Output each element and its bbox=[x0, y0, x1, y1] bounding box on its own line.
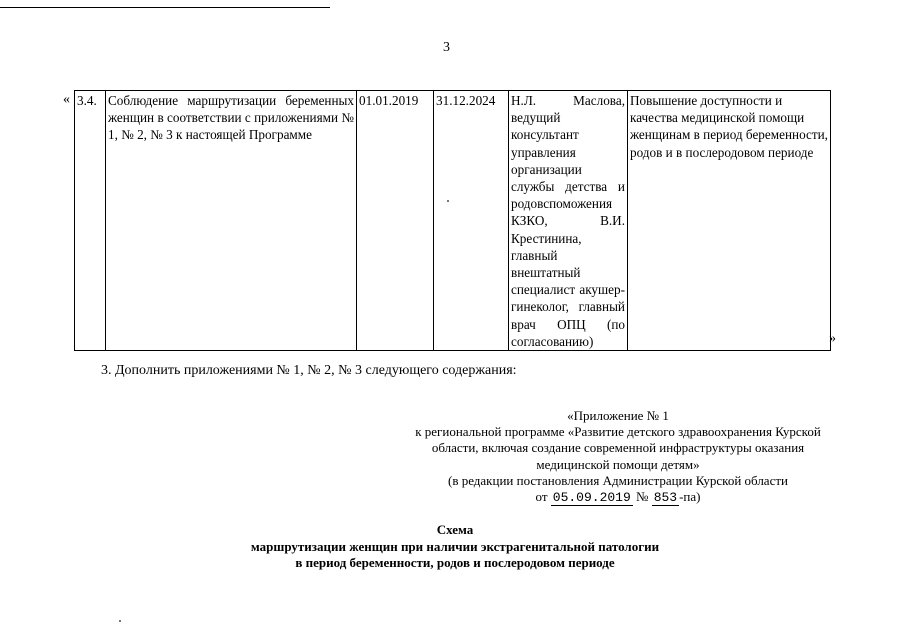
opening-quote: « bbox=[63, 92, 70, 107]
decree-number: 853 bbox=[653, 490, 678, 506]
scheme-heading: Схема bbox=[436, 522, 474, 537]
result-cell: Повышение доступности и качества медицинской помощи женщинам в период беременности, родов и в послеродовом периоде bbox=[628, 91, 831, 351]
number-suffix: -па) bbox=[679, 489, 701, 505]
decree-date: 05.09.2019 bbox=[552, 490, 631, 506]
measure-name-cell: Соблюдение маршрутизации беременных женщин в соответствии с приложениями № 1, № 2, № 3 к настоящей Программе bbox=[106, 91, 357, 351]
scheme-subtitle: в период беременности, родов и послеродовом периоде bbox=[295, 555, 615, 570]
scan-speck bbox=[119, 620, 121, 622]
end-date-cell: 31.12.2024 bbox=[434, 91, 509, 351]
closing-quote: » bbox=[829, 331, 836, 346]
number-prefix: № bbox=[636, 489, 649, 505]
appendix-header bbox=[390, 408, 846, 506]
appendix-date-line bbox=[390, 489, 846, 506]
header-rule bbox=[0, 7, 330, 8]
date-prefix: от bbox=[535, 489, 548, 505]
appendix-title: «Приложение № 1 bbox=[567, 408, 669, 423]
appendix-line: (в редакции постановления Администрации Курской области bbox=[447, 472, 788, 488]
table-row bbox=[75, 91, 831, 351]
scheme-subtitle: маршрутизации женщин при наличии экстрагенитальной патологии bbox=[250, 538, 660, 554]
start-date-cell: 01.01.2019 bbox=[357, 91, 434, 351]
appendix-line: к региональной программе «Развитие детского здравоохранения Курской bbox=[415, 424, 821, 440]
plan-table bbox=[74, 90, 831, 351]
scan-speck bbox=[447, 200, 449, 202]
appendix-line: медицинской помощи детям» bbox=[536, 456, 700, 472]
page-number: 3 bbox=[443, 40, 450, 55]
row-number-cell: 3.4. bbox=[75, 91, 106, 351]
responsible-cell: Н.Л. Маслова, ведущий консультант управления организации службы детства и родовспоможения КЗКО, В.И. Крестинина, главный внештатный специалист акушер-гинеколог, главный врач ОПЦ (по согласованию) bbox=[509, 91, 628, 351]
appendix-line: области, включая создание современной инфраструктуры оказания bbox=[431, 440, 805, 456]
item-3-paragraph: 3. Дополнить приложениями № 1, № 2, № 3 следующего содержания: bbox=[101, 363, 517, 378]
scheme-title bbox=[180, 522, 730, 572]
